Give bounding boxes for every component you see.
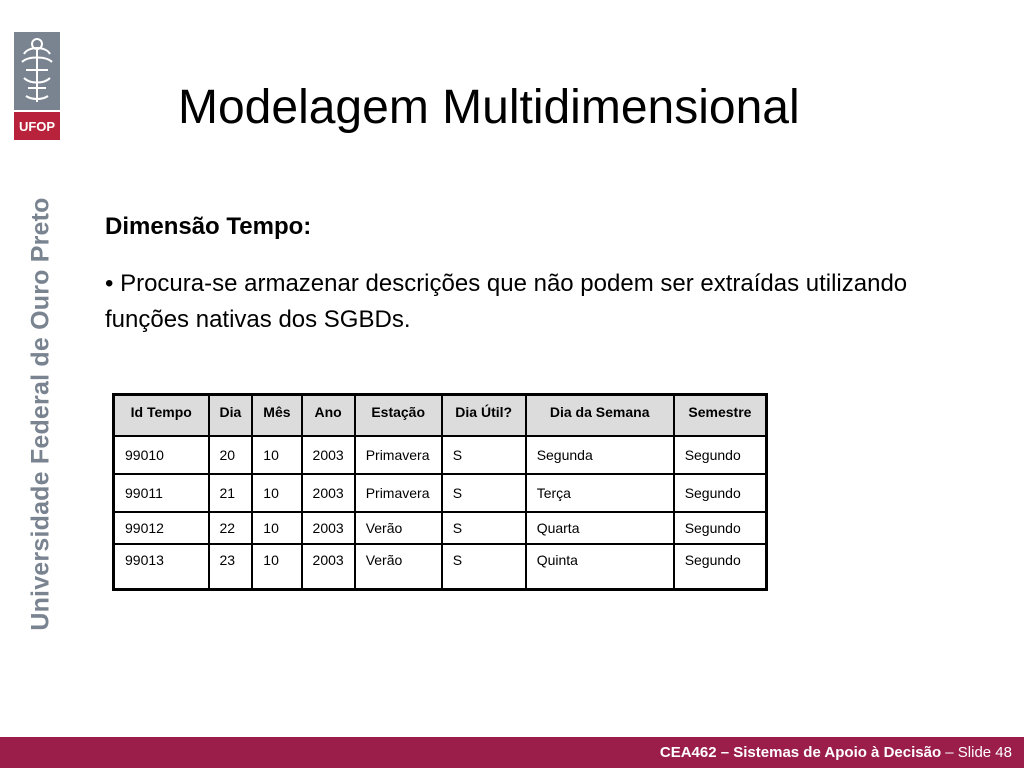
cell-estacao: Primavera (355, 436, 442, 474)
cell-semestre: Segundo (674, 544, 767, 590)
footer-text (660, 744, 1012, 761)
cell-mes: 10 (252, 436, 301, 474)
time-dimension-table (112, 393, 768, 591)
table-row (114, 436, 767, 474)
section-subtitle: Dimensão Tempo: (105, 213, 312, 240)
cell-dia-util: S (442, 512, 526, 544)
cell-dia-util: S (442, 544, 526, 590)
cell-semestre: Segundo (674, 512, 767, 544)
table-row (114, 544, 767, 590)
header-dia-util: Dia Útil? (442, 395, 526, 436)
header-mes: Mês (252, 395, 301, 436)
cell-dia-util: S (442, 436, 526, 474)
svg-text:UFOP: UFOP (18, 119, 56, 134)
cell-dia-da-semana: Terça (526, 474, 674, 512)
cell-id-tempo: 99010 (114, 436, 209, 474)
cell-semestre: Segundo (674, 474, 767, 512)
footer-course-name: CEA462 – Sistemas de Apoio à Decisão (659, 744, 942, 761)
cell-mes: 10 (252, 544, 301, 590)
cell-dia-da-semana: Segunda (526, 436, 674, 474)
cell-ano: 2003 (302, 544, 355, 590)
header-id-tempo: Id Tempo (114, 395, 209, 436)
cell-estacao: Verão (355, 512, 442, 544)
cell-dia: 20 (209, 436, 253, 474)
ufop-emblem-icon (14, 32, 60, 140)
cell-semestre: Segundo (674, 436, 767, 474)
header-estacao: Estação (355, 395, 442, 436)
university-vertical-title: Universidade Federal de Ouro Preto (26, 197, 55, 631)
cell-id-tempo: 99012 (114, 512, 209, 544)
header-semestre: Semestre (674, 395, 767, 436)
header-dia: Dia (209, 395, 253, 436)
table-row (114, 512, 767, 544)
cell-ano: 2003 (302, 436, 355, 474)
ufop-logo (14, 32, 60, 140)
cell-dia: 23 (209, 544, 253, 590)
bullet-paragraph: • Procura-se armazenar descrições que não podem ser extraídas utilizando funções nativas dos SGBDs. (105, 270, 908, 333)
cell-dia: 21 (209, 474, 253, 512)
header-dia-da-semana: Dia da Semana (526, 395, 674, 436)
table-row (114, 474, 767, 512)
cell-dia-util: S (442, 474, 526, 512)
cell-dia-da-semana: Quarta (526, 512, 674, 544)
slide-title: Modelagem Multidimensional (178, 81, 800, 134)
footer-slide-number: – Slide 48 (941, 744, 1012, 761)
cell-id-tempo: 99013 (114, 544, 209, 590)
cell-estacao: Verão (355, 544, 442, 590)
cell-estacao: Primavera (355, 474, 442, 512)
header-ano: Ano (302, 395, 355, 436)
cell-dia-da-semana: Quinta (526, 544, 674, 590)
table-header-row (114, 395, 767, 436)
footer-bar (0, 737, 1024, 768)
cell-mes: 10 (252, 512, 301, 544)
cell-ano: 2003 (302, 512, 355, 544)
cell-dia: 22 (209, 512, 253, 544)
cell-id-tempo: 99011 (114, 474, 209, 512)
cell-mes: 10 (252, 474, 301, 512)
cell-ano: 2003 (302, 474, 355, 512)
